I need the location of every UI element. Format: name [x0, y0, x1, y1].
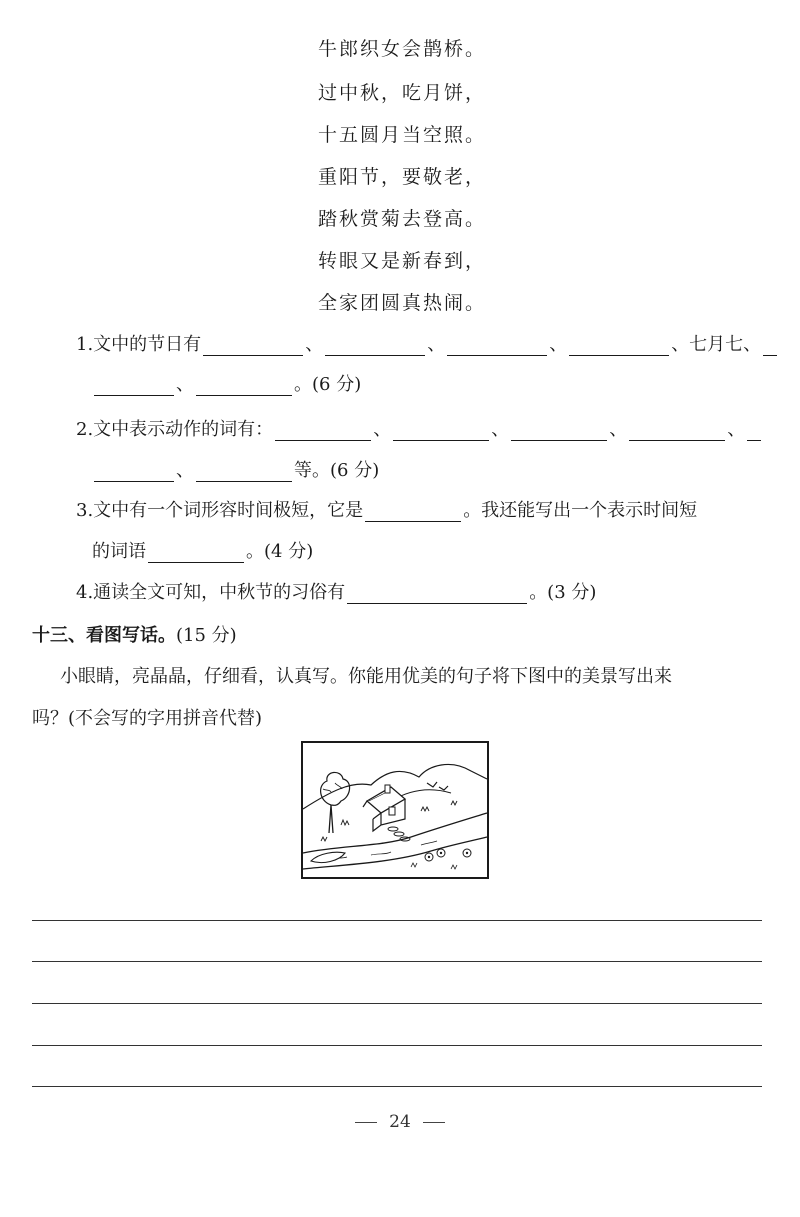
page-number-value: 24	[389, 1112, 411, 1132]
answer-blank[interactable]	[347, 583, 527, 604]
question-3-end: 。(4 分)	[246, 541, 314, 562]
question-4-end: 。(3 分)	[529, 582, 597, 603]
answer-blank[interactable]	[275, 420, 371, 441]
question-3-line-2	[92, 537, 313, 563]
poem-line: 踏秋赏菊去登高。	[318, 208, 487, 230]
poem-line: 十五圆月当空照。	[318, 124, 487, 146]
dash-right	[423, 1122, 445, 1123]
poem-line: 重阳节，要敬老，	[318, 166, 487, 188]
answer-blank[interactable]	[94, 461, 174, 482]
separator: 、	[727, 419, 746, 440]
poem-line: 过中秋，吃月饼，	[318, 82, 487, 104]
writing-line[interactable]	[32, 920, 762, 921]
answer-blank[interactable]	[747, 420, 761, 441]
question-4-line-1	[76, 578, 596, 604]
question-2-text: 2.文中表示动作的词有：	[76, 419, 274, 440]
separator: 、	[491, 419, 510, 440]
question-3-middle: 。我还能写出一个表示时间短	[463, 500, 698, 521]
section-13-score: (15 分)	[176, 625, 237, 646]
separator: 、	[427, 334, 446, 355]
dash-left	[355, 1122, 377, 1123]
answer-blank[interactable]	[511, 420, 607, 441]
section-13-prompt-line-1: 小眼睛，亮晶晶，仔细看，认真写。你能用优美的句子将下图中的美景写出来	[60, 666, 672, 687]
section-13-heading: 十三、看图写话。	[32, 625, 176, 646]
question-1-mid-text: 、七月七、	[671, 334, 762, 355]
answer-blank[interactable]	[763, 335, 777, 356]
writing-line[interactable]	[32, 1045, 762, 1046]
separator: 、	[176, 460, 194, 481]
answer-blank[interactable]	[393, 420, 489, 441]
section-13-title	[32, 621, 237, 647]
poem-line: 全家团圆真热闹。	[318, 292, 487, 314]
answer-blank[interactable]	[325, 335, 425, 356]
separator: 、	[609, 419, 628, 440]
question-2-line-2	[92, 456, 379, 482]
answer-blank[interactable]	[365, 501, 461, 522]
section-13-prompt-line-2: 吗？(不会写的字用拼音代替)	[32, 708, 263, 729]
answer-blank[interactable]	[569, 335, 669, 356]
question-1-line-2	[92, 370, 361, 396]
question-3-line-1	[76, 496, 697, 522]
question-1-end: 。(6 分)	[294, 374, 362, 395]
writing-line[interactable]	[32, 1086, 762, 1087]
answer-blank[interactable]	[196, 461, 292, 482]
answer-blank[interactable]	[148, 542, 244, 563]
answer-blank[interactable]	[94, 375, 174, 396]
writing-line[interactable]	[32, 1003, 762, 1004]
poem-line: 牛郎织女会鹊桥。	[318, 38, 487, 60]
question-2-line-1	[76, 415, 763, 441]
answer-blank[interactable]	[629, 420, 725, 441]
landscape-picture	[301, 741, 489, 879]
page-number	[0, 1112, 800, 1132]
question-1-line-1	[76, 330, 779, 356]
answer-blank[interactable]	[447, 335, 547, 356]
writing-line[interactable]	[32, 961, 762, 962]
separator: 、	[176, 374, 194, 395]
question-3-line2-text: 的词语	[92, 541, 146, 562]
separator: 、	[549, 334, 568, 355]
question-1-text: 1.文中的节日有	[76, 334, 202, 355]
question-3-text: 3.文中有一个词形容时间极短，它是	[76, 500, 364, 521]
separator: 、	[373, 419, 392, 440]
question-4-text: 4.通读全文可知，中秋节的习俗有	[76, 582, 346, 603]
answer-blank[interactable]	[203, 335, 303, 356]
question-2-end: 等。(6 分)	[294, 460, 380, 481]
poem-line: 转眼又是新春到，	[318, 250, 487, 272]
answer-blank[interactable]	[196, 375, 292, 396]
separator: 、	[305, 334, 324, 355]
